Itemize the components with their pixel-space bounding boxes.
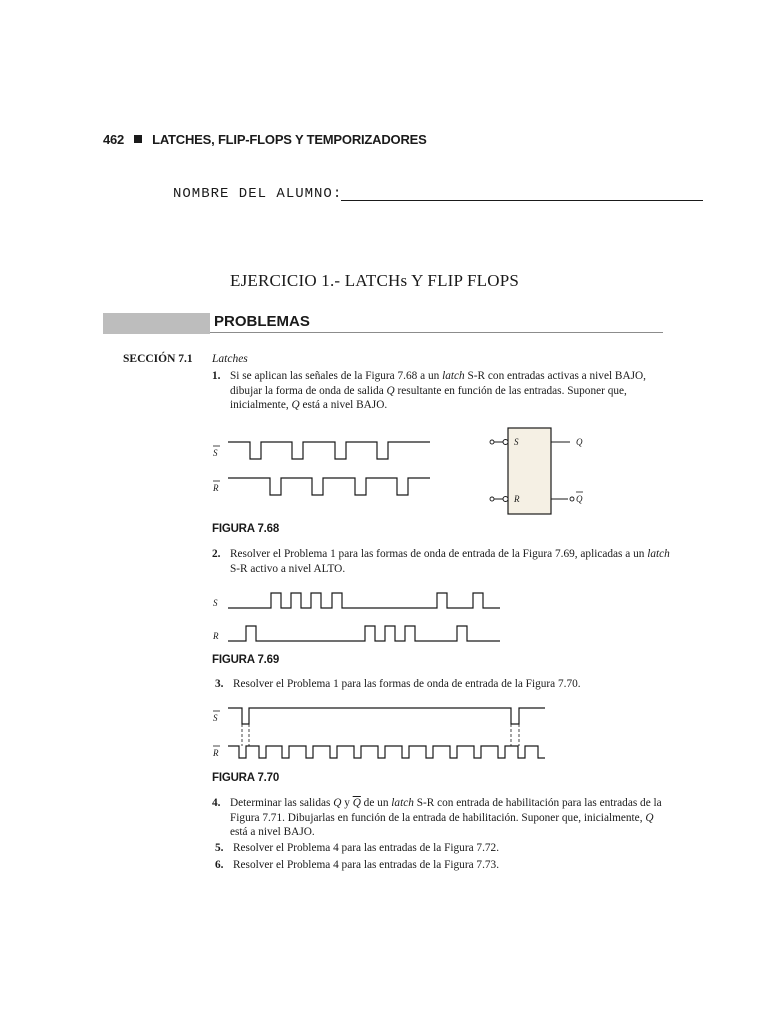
latch-output-label-q: Q	[576, 437, 583, 447]
subsection-label: SECCIÓN 7.1	[123, 353, 193, 365]
problem-term: latch	[391, 797, 414, 809]
terminal-dot	[490, 497, 494, 501]
student-name-label: NOMBRE DEL ALUMNO:	[173, 186, 343, 202]
waveform-r-not	[228, 746, 545, 758]
signal-label-s-not: S	[213, 448, 218, 458]
signal-label-s-not: S	[213, 713, 218, 723]
problem-term: latch	[442, 370, 465, 382]
figure-caption: FIGURA 7.70	[212, 772, 280, 784]
problem-text: Resolver el Problema 4 para las entradas de la Figura 7.73.	[233, 859, 500, 871]
problem-text: Si se aplican las señales de la Figura 7.68 a un	[230, 370, 443, 382]
problem-text: y	[341, 797, 353, 809]
problem-text: está a nivel BAJO.	[230, 826, 315, 838]
figure-caption: FIGURA 7.68	[212, 523, 280, 535]
problem-3	[215, 677, 673, 692]
section-rule	[210, 332, 663, 333]
problem-text: resultante en función de las entradas. Suponer que, inicialmente,	[230, 384, 627, 411]
dashed-timing-markers	[242, 724, 519, 746]
latch-input-label-r: R	[514, 494, 520, 504]
problem-6	[215, 858, 673, 873]
problem-term: $\overline{Q}$	[352, 797, 361, 809]
student-name-blank-line	[341, 200, 703, 201]
problem-text: S-R activo a nivel ALTO.	[230, 562, 346, 575]
subsection-topic: Latches	[212, 353, 248, 365]
square-bullet-icon	[134, 135, 142, 143]
signal-label-r: R	[213, 631, 219, 641]
problem-5	[215, 841, 673, 856]
terminal-dot	[570, 497, 574, 501]
problem-term: Q	[291, 399, 300, 411]
running-title: LATCHES, FLIP-FLOPS Y TEMPORIZADORES	[152, 132, 427, 147]
signal-label-s: S	[213, 598, 218, 608]
problem-2	[212, 547, 670, 576]
problem-text: Resolver el Problema 1 para las formas de onda de entrada de la Figura 7.70.	[233, 678, 581, 690]
problem-4	[212, 796, 670, 840]
figure-7-69-diagram	[205, 588, 505, 648]
problem-term: Q	[386, 384, 395, 397]
input-bubble-s	[503, 440, 508, 445]
figure-caption: FIGURA 7.69	[212, 654, 280, 666]
input-bubble-r	[503, 497, 508, 502]
problem-term: Q	[645, 811, 654, 824]
waveform-r	[228, 626, 500, 641]
latch-input-label-s: S	[514, 437, 519, 447]
problem-number: 5.	[215, 842, 224, 854]
problem-text: Determinar las salidas	[230, 797, 334, 809]
problem-number: 1.	[212, 370, 221, 382]
problem-term: latch	[647, 548, 670, 560]
problem-text: Resolver el Problema 1 para las formas de onda de entrada de la Figura 7.69, aplicadas a un	[230, 548, 648, 560]
section-gray-band	[103, 313, 210, 334]
problem-number: 4.	[212, 797, 221, 809]
problem-text: de un	[360, 797, 392, 809]
problem-number: 6.	[215, 859, 224, 871]
problem-number: 2.	[212, 548, 221, 560]
problem-text: S-R con entradas activas a nivel BAJO, dibujar la forma de onda de salida	[230, 370, 647, 397]
waveform-s-not	[228, 708, 545, 724]
terminal-dot	[490, 440, 494, 444]
problem-term: Q	[333, 797, 342, 809]
problem-text: Resolver el Problema 4 para las entradas de la Figura 7.72.	[233, 842, 500, 854]
waveform-r-not	[228, 478, 430, 495]
problem-text: S-R con entrada de habilitación para las entradas de la Figura 7.71. Dibujarlas en función de la entrada de habilitación. Suponer que, inicialmente,	[230, 797, 662, 824]
waveform-s	[228, 593, 500, 608]
waveform-s-not	[228, 442, 430, 459]
figure-7-70-diagram	[205, 703, 555, 763]
signal-label-r-not: R	[213, 748, 219, 758]
latch-output-label-q-not: Q	[576, 494, 583, 504]
problem-text: está a nivel BAJO.	[299, 399, 388, 411]
signal-label-r-not: R	[213, 483, 219, 493]
problem-1	[212, 369, 670, 413]
exercise-title: EJERCICIO 1.- LATCHs Y FLIP FLOPS	[230, 271, 520, 290]
figure-7-68-diagram	[205, 425, 585, 520]
running-header	[103, 132, 427, 147]
problem-number: 3.	[215, 678, 224, 690]
section-title: PROBLEMAS	[214, 313, 310, 330]
page-number: 462	[103, 132, 125, 147]
